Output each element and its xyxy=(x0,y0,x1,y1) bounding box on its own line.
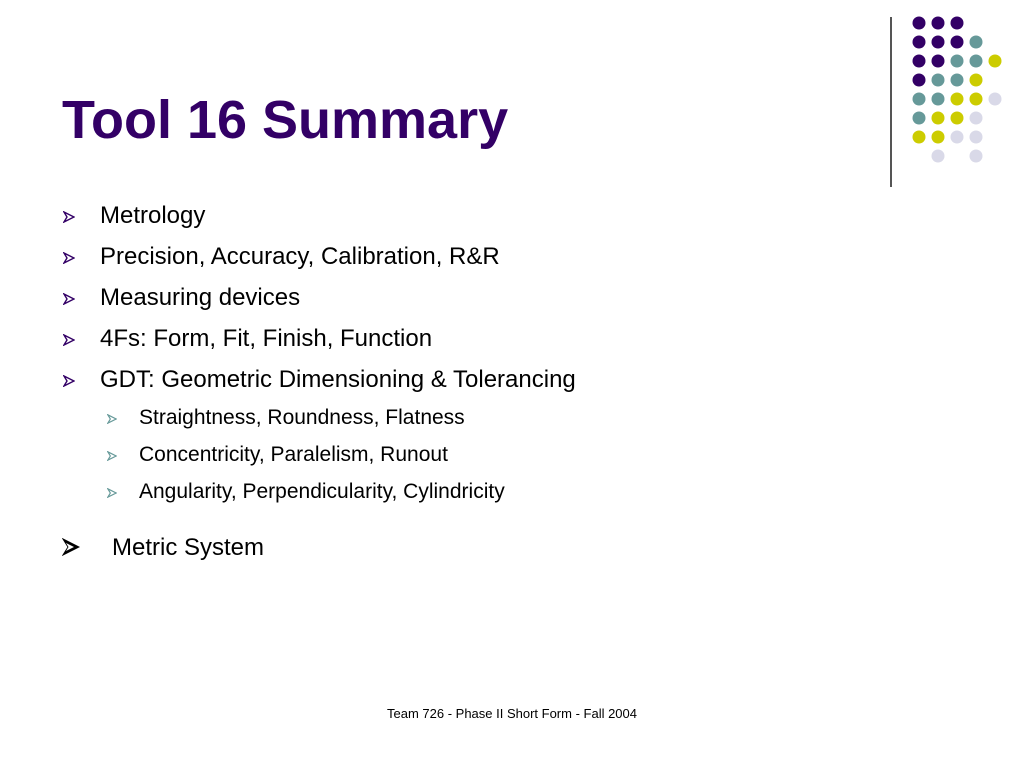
bullet-item: 4Fs: Form, Fit, Finish, Function xyxy=(100,325,433,352)
slide-footer xyxy=(0,706,1024,722)
arrowhead-bullet-icon xyxy=(63,211,75,223)
decor-dot xyxy=(951,36,964,49)
decor-dot xyxy=(913,55,926,68)
decor-dot xyxy=(932,112,945,125)
decor-dot xyxy=(970,55,983,68)
decor-dot xyxy=(913,17,926,30)
decor-dot xyxy=(951,112,964,125)
bullet-item-metric-system: Metric System xyxy=(112,534,265,561)
decor-dot xyxy=(913,74,926,87)
decor-dot xyxy=(932,55,945,68)
bullet-item: Precision, Accuracy, Calibration, R&R xyxy=(100,243,500,270)
decor-dot xyxy=(970,112,983,125)
bullet-item: Measuring devices xyxy=(100,284,301,311)
bullet-item: GDT: Geometric Dimensioning & Tolerancing xyxy=(100,366,576,393)
decor-dot xyxy=(913,36,926,49)
decor-dot xyxy=(951,74,964,87)
decor-dot xyxy=(970,93,983,106)
arrowhead-sub-bullet-icon xyxy=(107,414,117,424)
decor-dot xyxy=(951,17,964,30)
bullet-item: Metrology xyxy=(100,202,206,229)
decor-dot xyxy=(989,55,1002,68)
decor-dot xyxy=(989,93,1002,106)
decor-dot xyxy=(932,17,945,30)
decor-dot xyxy=(932,150,945,163)
vertical-divider xyxy=(890,17,892,187)
decor-dot xyxy=(970,74,983,87)
arrowhead-bullet-icon xyxy=(63,252,75,264)
decor-dot xyxy=(913,131,926,144)
decor-dot xyxy=(932,74,945,87)
decor-dot xyxy=(913,112,926,125)
sub-bullet-item: Concentricity, Paralelism, Runout xyxy=(139,443,448,466)
arrowhead-filled-bullet-icon xyxy=(62,538,80,556)
arrowhead-bullet-icon xyxy=(63,375,75,387)
arrowhead-sub-bullet-icon xyxy=(107,451,117,461)
decor-dot xyxy=(932,93,945,106)
slide-title: Tool 16 Summary xyxy=(62,90,509,150)
decor-dot xyxy=(970,131,983,144)
decor-dot xyxy=(951,55,964,68)
decor-dot xyxy=(970,36,983,49)
decor-dot xyxy=(970,150,983,163)
sub-bullet-item: Angularity, Perpendicularity, Cylindricity xyxy=(139,480,505,503)
decor-dot xyxy=(951,131,964,144)
arrowhead-bullet-icon xyxy=(63,334,75,346)
arrowhead-bullet-icon xyxy=(63,293,75,305)
decor-dot xyxy=(913,93,926,106)
decor-dot xyxy=(951,93,964,106)
decor-dot xyxy=(932,36,945,49)
sub-bullet-item: Straightness, Roundness, Flatness xyxy=(139,406,465,429)
arrowhead-sub-bullet-icon xyxy=(107,488,117,498)
decor-dot xyxy=(932,131,945,144)
footer-text: Team 726 - Phase II Short Form - Fall 2004 xyxy=(387,706,637,721)
